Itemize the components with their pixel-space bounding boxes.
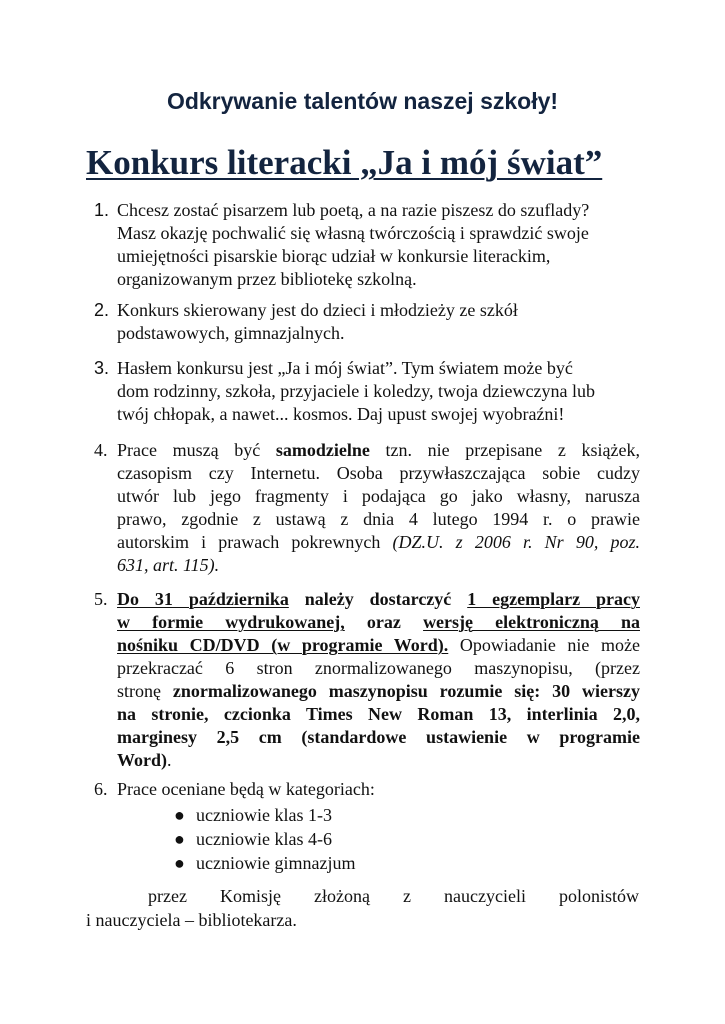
- category-list: [172, 803, 355, 875]
- text-line: twój chłopak, a nawet... kosmos. Daj upust swojej wyobraźni!: [117, 404, 565, 424]
- rule-item-6: [94, 778, 640, 801]
- text-line: Konkurs skierowany jest do dzieci i młodzieży ze szkół: [117, 300, 518, 320]
- item-number: 4.: [94, 440, 108, 460]
- text-line: Do 31 października należy dostarczyć 1 egzemplarz pracy: [117, 589, 640, 609]
- item-number: 2.: [94, 300, 110, 320]
- text-line: w formie wydrukowanej, oraz wersję elektroniczną na: [117, 612, 640, 632]
- text-line: nośniku CD/DVD (w programie Word). Opowiadanie nie może: [117, 635, 640, 655]
- text-line: Chcesz zostać pisarzem lub poetą, a na razie piszesz do szuflady?: [117, 200, 590, 220]
- text-line: przez Komisję złożoną z nauczycieli polonistów: [148, 886, 639, 906]
- closing-text: [86, 884, 639, 932]
- rule-item-4: [94, 439, 640, 577]
- page-title: Konkurs literacki „Ja i mój świat”: [86, 143, 603, 182]
- item-text: [117, 199, 640, 291]
- rule-item-1: [94, 199, 640, 291]
- text-line: utwór lub jego fragmenty i podająca go jako własny, narusza: [117, 486, 640, 506]
- text-line: przekraczać 6 stron znormalizowanego maszynopisu, (przez: [117, 658, 640, 678]
- text-line: Masz okazję pochwalić się własną twórczością i sprawdzić swoje: [117, 223, 589, 243]
- rule-item-2: [94, 299, 640, 345]
- item-text: [117, 778, 640, 801]
- text-line: 631, art. 115).: [117, 555, 220, 575]
- item-number: 1.: [94, 200, 110, 220]
- text-line: Hasłem konkursu jest „Ja i mój świat”. Tym światem może być: [117, 358, 573, 378]
- text-line: Prace muszą być samodzielne tzn. nie przepisane z książek,: [117, 440, 640, 460]
- rule-item-3: [94, 357, 640, 426]
- text-line: organizowanym przez bibliotekę szkolną.: [117, 269, 417, 289]
- list-item: ● uczniowie klas 1-3: [174, 805, 332, 825]
- item-number: 6.: [94, 779, 108, 799]
- text-line: autorskim i prawach pokrewnych (DZ.U. z 2006 r. Nr 90, poz.: [117, 532, 640, 552]
- text-line: podstawowych, gimnazjalnych.: [117, 323, 345, 343]
- item-number: 3.: [94, 358, 110, 378]
- text-line: dom rodzinny, szkoła, przyjaciele i koledzy, twoja dziewczyna lub: [117, 381, 595, 401]
- text-line: marginesy 2,5 cm (standardowe ustawienie w programie: [117, 727, 640, 747]
- text-line: Word).: [117, 750, 172, 770]
- page-subtitle: Odkrywanie talentów naszej szkoły!: [166, 88, 559, 114]
- text-line: stronę znormalizowanego maszynopisu rozumie się: 30 wierszy: [117, 681, 640, 701]
- text-line: i nauczyciela – bibliotekarza.: [86, 910, 297, 930]
- bullet-icon: ●: [174, 853, 185, 873]
- list-item: ● uczniowie gimnazjum: [174, 853, 356, 873]
- text-line: na stronie, czcionka Times New Roman 13, interlinia 2,0,: [117, 704, 640, 724]
- item-text: [117, 439, 640, 577]
- text-line: umiejętności pisarskie biorąc udział w konkursie literackim,: [117, 246, 551, 266]
- bullet-icon: ●: [174, 829, 185, 849]
- rule-item-5: [94, 588, 640, 772]
- item-text: [117, 357, 640, 426]
- bullet-icon: ●: [174, 805, 185, 825]
- text-line: prawo, zgodnie z ustawą z dnia 4 lutego 1994 r. o prawie: [117, 509, 640, 529]
- item-number: 5.: [94, 589, 108, 609]
- text-line: Prace oceniane będą w kategoriach:: [117, 779, 375, 799]
- text-line: czasopism czy Internetu. Osoba przywłaszczająca sobie cudzy: [117, 463, 640, 483]
- item-text: [117, 299, 640, 345]
- list-item: ● uczniowie klas 4-6: [174, 829, 332, 849]
- item-text: [117, 588, 640, 772]
